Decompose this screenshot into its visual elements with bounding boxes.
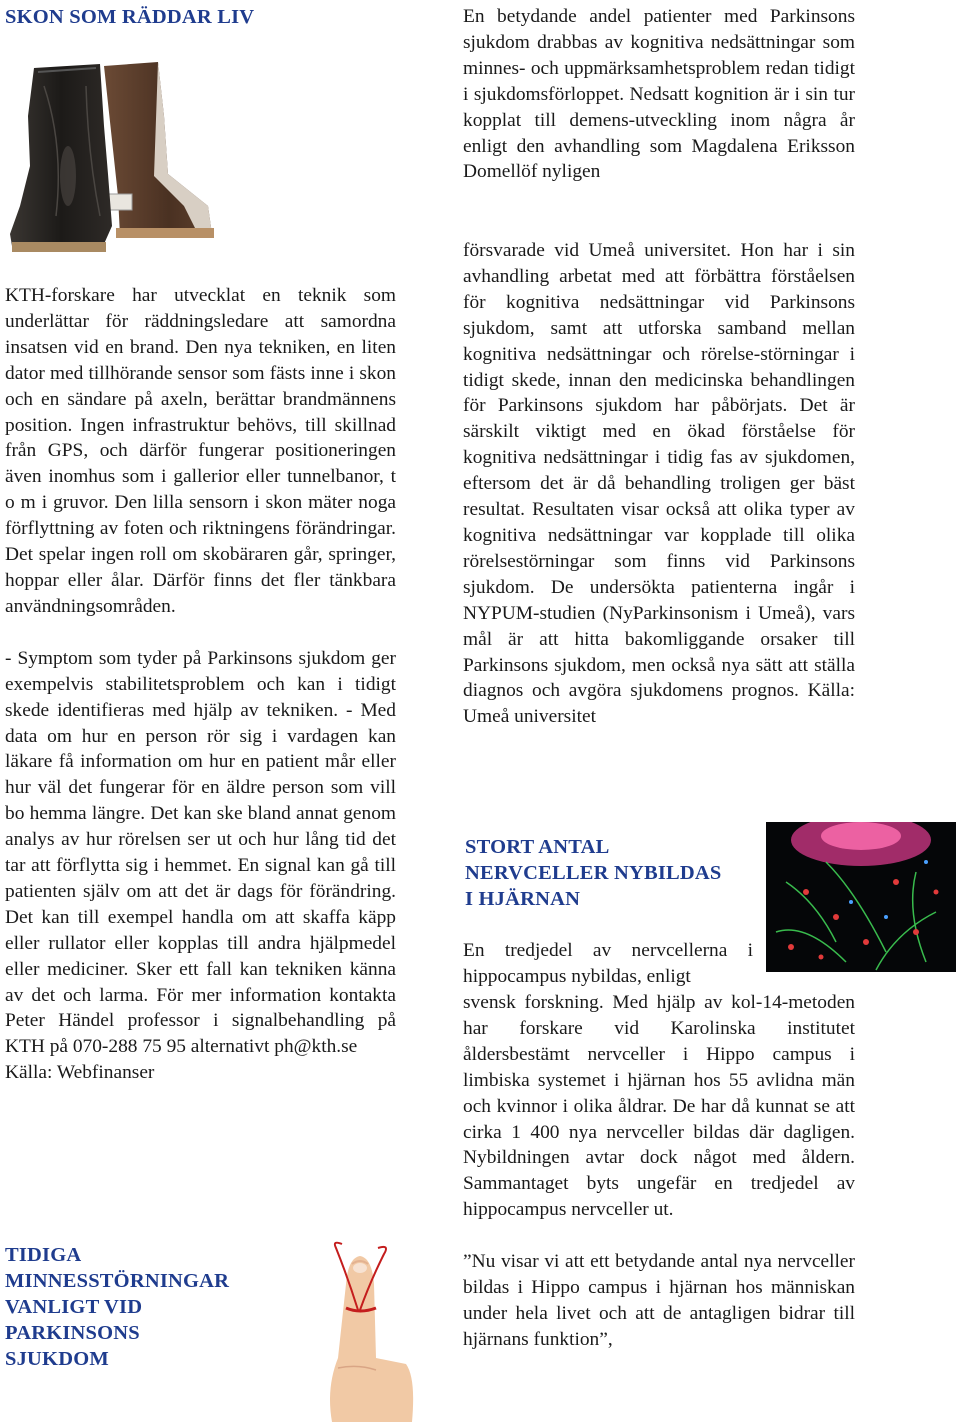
article-heading-neurons	[465, 834, 755, 912]
boots-image	[8, 56, 218, 256]
finger-string-image	[318, 1238, 418, 1422]
heading-line: VANLIGT VID	[5, 1296, 143, 1318]
paragraph: En tredjedel av nervcellerna i hippocampus nybildas, enligt	[463, 940, 753, 987]
quote-paragraph: ”Nu visar vi att ett betydande antal nya nervceller bildas i Hippo campus i hjärnan hos människan under hela livet och att de antagligen bidrar till hjärnans funktion”,	[463, 1251, 855, 1350]
article-body-neurons-wrapped	[463, 938, 753, 990]
heading-line: STORT ANTAL	[465, 836, 610, 858]
paragraph: En betydande andel patienter med Parkinsons sjukdom drabbas av kognitiva nedsättningar som minnes- och uppmärksamhetsproblem redan tidigt i sjukdomsförloppet. Nedsatt kognition är i sin tur kopplat till demens-utveckling inom några år enligt den avhandling som Magdalena Eriksson Domellöf nyligen	[463, 6, 855, 183]
neurons-image	[766, 822, 956, 972]
paragraph: svensk forskning. Med hjälp av kol-14-metoden har forskare vid Karolinska institutet åldersbestämt nervceller i Hippo campus i limbiska systemet i hjärnan hos 55 avlidna män och kvinnor i olika åldrar. De har då kunnat se att cirka 1 400 nya nervceller bildas där dagligen. Nybildningen avtar dock något med åldern. Sammantaget byts ungefär en tredjedel av hippocampus nervceller ut.	[463, 992, 855, 1221]
heading-line: I HJÄRNAN	[465, 888, 581, 910]
article-heading-shoe: SKON SOM RÄDDAR LIV	[5, 6, 255, 28]
article-body-parkinson	[463, 238, 855, 730]
heading-line: SJUKDOM	[5, 1348, 109, 1370]
article-body-parkinson-top	[463, 4, 855, 185]
article-body-neurons	[463, 990, 855, 1353]
article-heading-memory	[5, 1242, 265, 1372]
paragraph: KTH-forskare har utvecklat en teknik som underlättar för räddningsledare att samordna insatsen vid en brand. Den nya tekniken, en liten dator med tillhörande sensor som fästs inne i skon och en sändare på axeln, berättar brandmännens position. Ingen infrastruktur behövs, till skillnad från GPS, och därför fungerar positioneringen även inomhus som i gallerior eller tunnelbanor, t o m i gruvor. Den lilla sensorn i skon mäter noga förflyttning av foten och riktningens förändringar. Det spelar ingen roll om skobäraren går, springer, hoppar eller ålar. Därför finns det fler tänkbara användningsområden.	[5, 285, 396, 617]
article-body-shoe	[5, 283, 396, 1086]
heading-line: MINNESSTÖRNINGAR	[5, 1270, 230, 1292]
source-line: Källa: Webfinanser	[5, 1062, 155, 1084]
paragraph: försvarade vid Umeå universitet. Hon har i sin avhandling arbetat med att förbättra förståelsen för kognitiva nedsättningar vid Parkinsons sjukdom, samt att utforska samband mellan kognitiva nedsättningar och rörelse-störningar i tidigt skede, innan den medicinska behandlingen för Parkinsons sjukdom har påbörjats. Det är särskilt viktigt med en ökad förståelse för kognitiva nedsättningar i tidig fas av sjukdomen, eftersom det är då behandling troligen ger bäst resultat. Resultaten visar också att olika typer av kognitiva nedsättningar var kopplade till olika rörelsestörningar som finns vid Parkinsons sjukdom. De undersökta patienterna ingår i NYPUM-studien (NyParkinsonism i Umeå), vars mål är att hitta bakomliggande orsaker till Parkinsons sjukdom, men också nya sätt att ställa diagnos och avgöra sjukdomens prognos. Källa: Umeå universitet	[463, 240, 855, 728]
heading-line: TIDIGA	[5, 1244, 82, 1266]
heading-line: NERVCELLER NYBILDAS	[465, 862, 722, 884]
paragraph: - Symptom som tyder på Parkinsons sjukdom ger exempelvis stabilitetsproblem och kan i tidigt skede identifieras med hjälp av tekniken. - Med data om hur en person rör sig i vardagen kan läkare få information om hur en patient mår eller hur väl det fungerar för en äldre person som vill bo hemma längre. Det kan ske bland annat genom analys av hur rörelsen ser ut och hur lång tid det tar att förflytta sig i hemmet. En signal kan gå till patienten själv om att det är dags för förändring. Det kan till exempel handla om att skaffa käpp eller rullator eller kopplas till andra hjälpmedel eller mediciner. Sker ett fall kan tekniken känna av det och larma. För mer information kontakta Peter Händel professor i signalbehandling på KTH på 070-288 75 95 alternativt ph@kth.se	[5, 647, 396, 1058]
heading-line: PARKINSONS	[5, 1322, 140, 1344]
